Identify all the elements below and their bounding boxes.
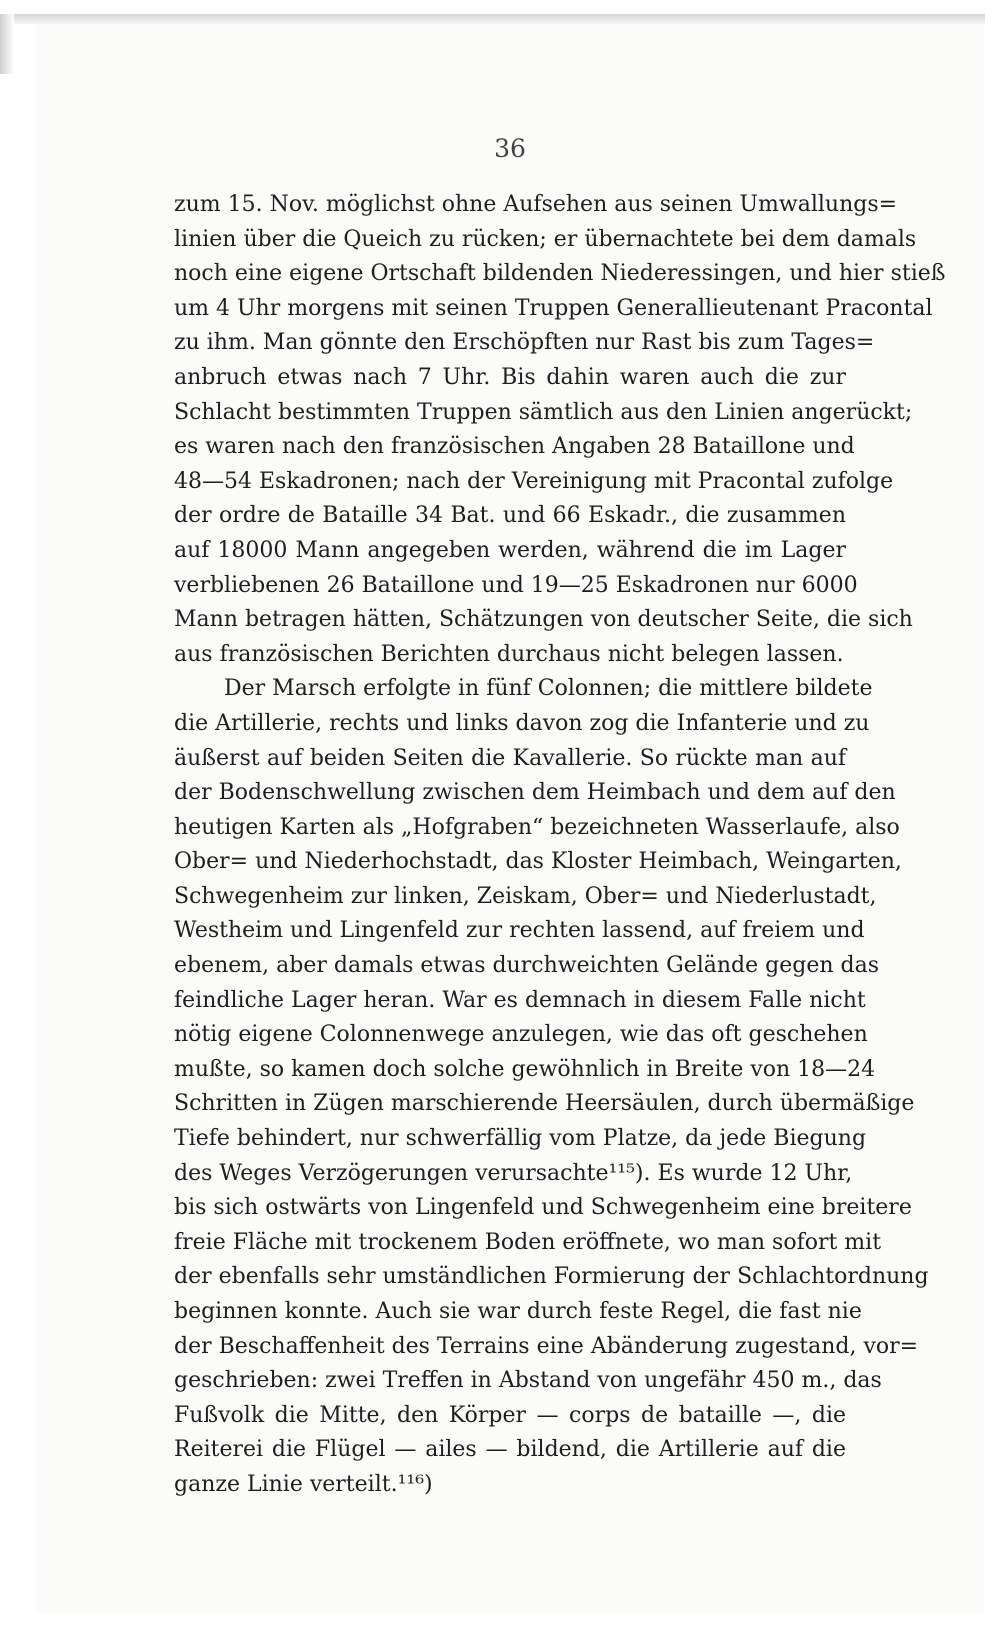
text-line: mußte, so kamen doch solche gewöhnlich in Breite von 18—24 (174, 1056, 876, 1082)
text-line: aus französischen Berichten durchaus nicht belegen lassen. (174, 641, 844, 667)
text-line: linien über die Queich zu rücken; er übernachtete bei dem damals (174, 226, 917, 252)
text-line: des Weges Verzögerungen verursachte¹¹⁵). Es wurde 12 Uhr, (174, 1160, 853, 1186)
text-line: heutigen Karten als „Hofgraben“ bezeichneten Wasserlaufe, also (174, 814, 900, 840)
body-text (174, 188, 946, 1503)
text-line: Mann betragen hätten, Schätzungen von deutscher Seite, die sich (174, 607, 913, 633)
text-line: feindliche Lager heran. War es demnach in diesem Falle nicht (174, 987, 866, 1013)
page-number: 36 (494, 134, 526, 163)
text-line: ebenem, aber damals etwas durchweichten Gelände gegen das (174, 953, 879, 979)
text-line: der ordre de Bataille 34 Bat. und 66 Eskadr., die zusammen (174, 503, 846, 529)
scan-edge-left (0, 14, 14, 74)
text-line: äußerst auf beiden Seiten die Kavallerie. So rückte man auf (174, 745, 846, 771)
text-line: nötig eigene Colonnenwege anzulegen, wie das oft geschehen (174, 1022, 868, 1048)
text-line: zum 15. Nov. möglichst ohne Aufsehen aus seinen Umwallungs= (174, 192, 898, 217)
text-line: Schritten in Zügen marschierende Heersäulen, durch übermäßige (174, 1091, 915, 1117)
text-line: ganze Linie verteilt.¹¹⁶) (174, 1471, 433, 1497)
text-line: Tiefe behindert, nur schwerfällig vom Platze, da jede Biegung (174, 1126, 867, 1152)
text-line: Schlacht bestimmten Truppen sämtlich aus den Linien angerückt; (174, 399, 913, 425)
text-line: Der Marsch erfolgte in fünf Colonnen; die mittlere bildete (224, 676, 873, 702)
text-line: Reiterei die Flügel — ailes — bildend, die Artillerie auf die (174, 1437, 846, 1463)
text-line: beginnen konnte. Auch sie war durch feste Regel, die fast nie (174, 1299, 862, 1324)
text-line: verbliebenen 26 Bataillone und 19—25 Eskadronen nur 6000 (174, 572, 858, 598)
text-line: anbruch etwas nach 7 Uhr. Bis dahin waren auch die zur (174, 364, 846, 390)
text-line: der ebenfalls sehr umständlichen Formierung der Schlachtordnung (174, 1264, 929, 1290)
text-line: Fußvolk die Mitte, den Körper — corps de bataille —, die (174, 1402, 846, 1428)
text-line: Ober= und Niederhochstadt, das Kloster Heimbach, Weingarten, (174, 849, 902, 875)
text-line: um 4 Uhr morgens mit seinen Truppen Generallieutenant Pracontal (174, 295, 933, 321)
text-line: die Artillerie, rechts und links davon zog die Infanterie und zu (174, 710, 870, 736)
text-line: zu ihm. Man gönnte den Erschöpften nur Rast bis zum Tages= (174, 330, 875, 356)
text-line: auf 18000 Mann angegeben werden, während die im Lager (174, 537, 846, 563)
text-line: Westheim und Lingenfeld zur rechten lassend, auf freiem und (174, 918, 865, 944)
text-line: geschrieben: zwei Treffen in Abstand von ungefähr 450 m., das (174, 1368, 882, 1394)
text-line: der Bodenschwellung zwischen dem Heimbach und dem auf den (174, 780, 896, 806)
text-line: 48—54 Eskadronen; nach der Vereinigung mit Pracontal zufolge (174, 468, 894, 494)
text-line: noch eine eigene Ortschaft bildenden Niederessingen, und hier stieß (174, 261, 946, 287)
text-line: Schwegenheim zur linken, Zeiskam, Ober= und Niederlustadt, (174, 883, 877, 909)
text-line: der Beschaffenheit des Terrains eine Abänderung zugestand, vor= (174, 1333, 919, 1359)
text-line: bis sich ostwärts von Lingenfeld und Schwegenheim eine breitere (174, 1195, 912, 1221)
text-line: freie Fläche mit trockenem Boden eröffnete, wo man sofort mit (174, 1229, 882, 1255)
book-page (36, 24, 984, 1614)
scan-edge (0, 14, 985, 24)
text-line: es waren nach den französischen Angaben 28 Bataillone und (174, 434, 855, 460)
